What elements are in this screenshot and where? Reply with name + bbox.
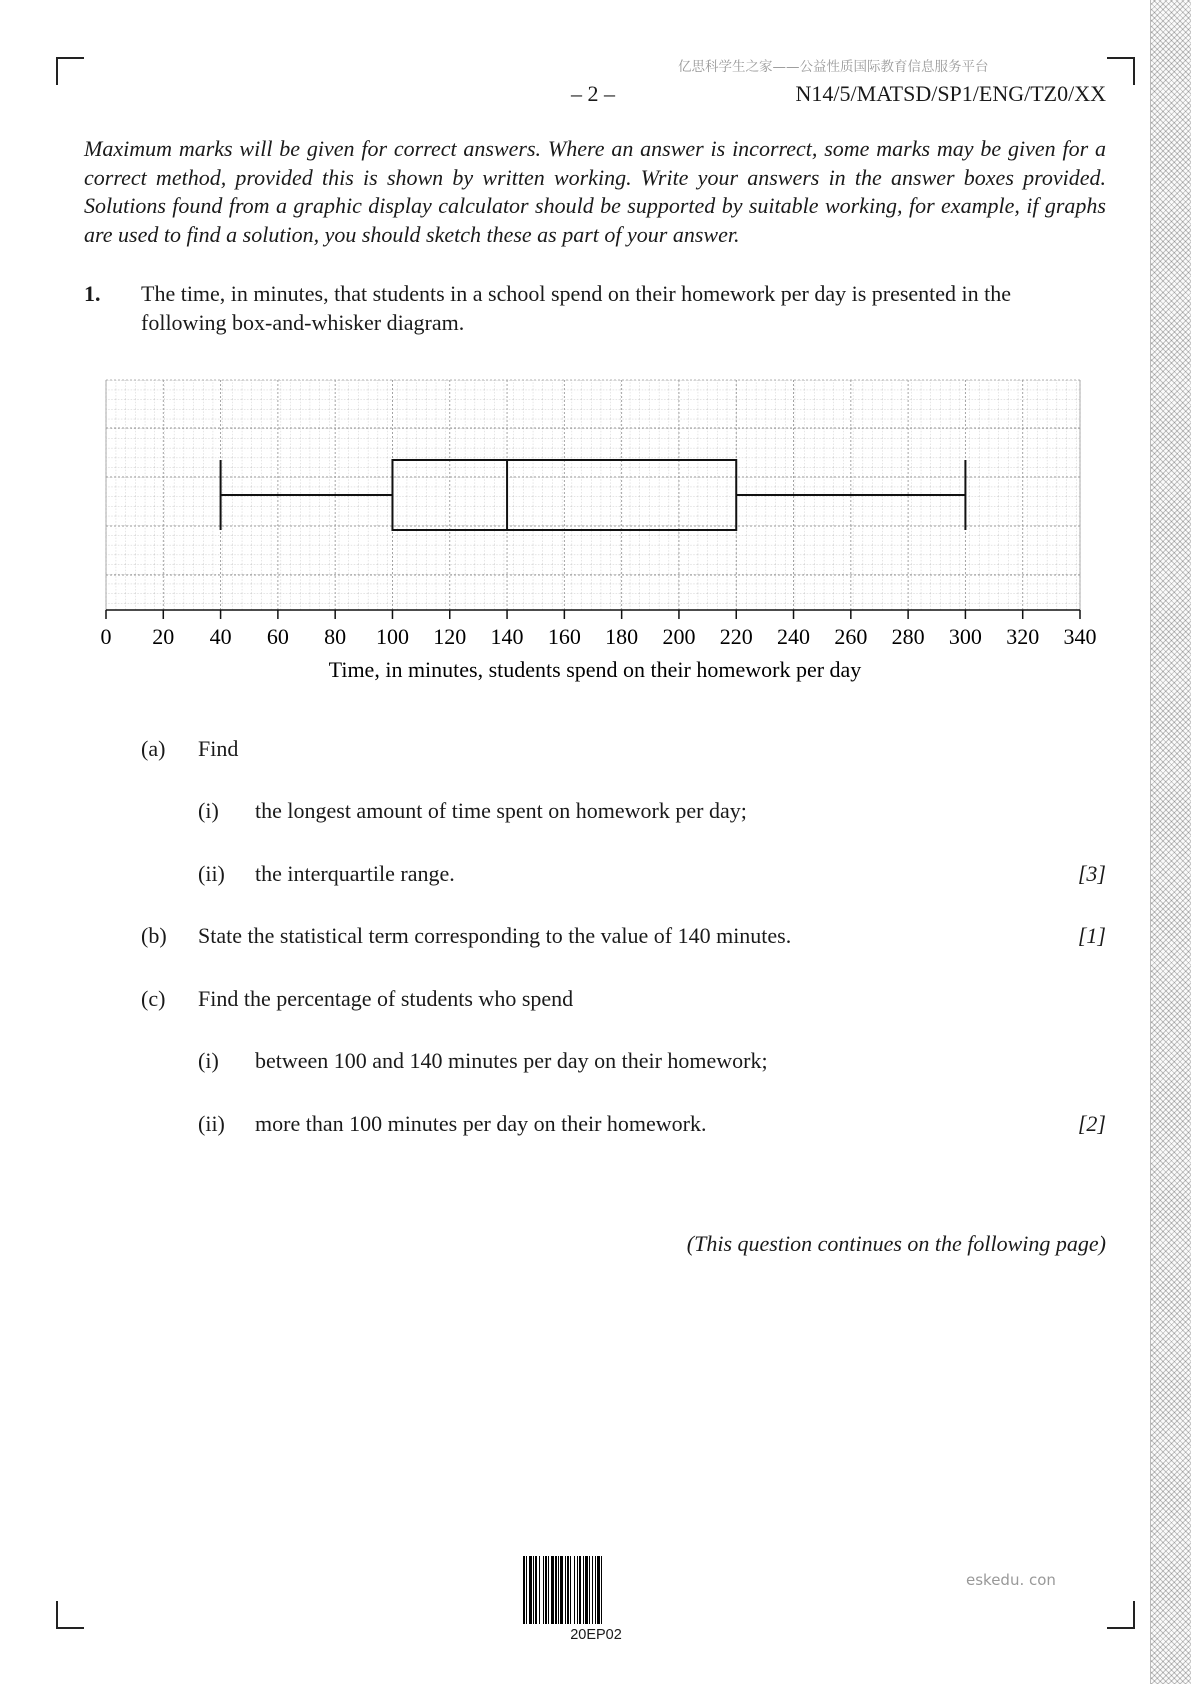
x-tick-label: 260 [834, 624, 868, 649]
part-c-marks: [2] [1077, 1111, 1106, 1136]
x-tick-label: 320 [1006, 624, 1040, 649]
x-tick-label: 40 [209, 624, 232, 649]
barcode-bar [567, 1556, 569, 1624]
continues-note: (This question continues on the following page) [686, 1231, 1106, 1256]
x-axis-label: Time, in minutes, students spend on their homework per day [328, 657, 862, 682]
x-tick-label: 220 [719, 624, 753, 649]
barcode-bar [560, 1556, 563, 1624]
barcode-bar [529, 1556, 532, 1624]
part-c-text: Find the percentage of students who spend [198, 986, 574, 1011]
x-tick-label: 240 [777, 624, 811, 649]
part-c-i-label: (i) [198, 1048, 219, 1073]
x-tick-label: 60 [266, 624, 289, 649]
x-tick-label: 80 [324, 624, 347, 649]
x-tick-label: 140 [490, 624, 524, 649]
part-c-ii-text: more than 100 minutes per day on their homework. [255, 1111, 707, 1136]
barcode-bar [545, 1556, 547, 1624]
part-b-label: (b) [141, 923, 167, 948]
part-a-text: Find [198, 736, 239, 761]
part-c-ii-label: (ii) [198, 1111, 225, 1136]
x-tick-label: 120 [433, 624, 467, 649]
x-tick-label: 0 [100, 624, 112, 649]
part-c-label: (c) [141, 986, 166, 1011]
paper-code: N14/5/MATSD/SP1/ENG/TZ0/XX [795, 81, 1106, 106]
barcode-bar [589, 1556, 590, 1624]
part-a-label: (a) [141, 736, 166, 761]
x-tick-label: 180 [605, 624, 639, 649]
barcode-bar [543, 1556, 544, 1624]
barcode-bar [574, 1556, 575, 1624]
barcode-bar [570, 1556, 571, 1624]
barcode-bar [526, 1556, 527, 1624]
barcode-bar [533, 1556, 534, 1624]
barcode-bar [565, 1556, 566, 1624]
crop-mark-bottom-left [56, 1601, 84, 1629]
barcode-bar [592, 1556, 593, 1624]
barcode-bar [551, 1556, 554, 1624]
barcode-bar [601, 1556, 602, 1624]
barcode-bar [583, 1556, 584, 1624]
margin-pattern-strip [1150, 0, 1191, 1684]
watermark-bottom: eskedu. con [966, 1571, 1056, 1589]
barcode-bar [585, 1556, 588, 1624]
box-plot-chart [0, 0, 1150, 700]
instructions: Maximum marks will be given for correct answers. Where an answer is incorrect, some marks may be given for a correct method, provided this is shown by written working. Write your answers in the answer boxes provided. Solutions found from a graphic display calculator should be supported by suitable working, for example, if graphs are used to find a solution, you should sketch these as part of your answer. [84, 136, 1106, 247]
watermark-top: 亿思科学生之家——公益性质国际教育信息服务平台 [678, 59, 989, 75]
barcode-bar [539, 1556, 540, 1624]
x-tick-label: 280 [891, 624, 925, 649]
barcode-bar [523, 1556, 525, 1624]
page-number: – 2 – [571, 81, 615, 106]
x-tick-label: 300 [948, 624, 982, 649]
x-tick-label: 340 [1063, 624, 1097, 649]
barcode-bar [597, 1556, 600, 1624]
barcode-text: 20EP02 [570, 1627, 622, 1643]
barcode-bar [579, 1556, 581, 1624]
part-a-ii-label: (ii) [198, 861, 225, 886]
x-tick-label: 200 [662, 624, 696, 649]
part-a-marks: [3] [1077, 861, 1106, 886]
question-text: The time, in minutes, that students in a school spend on their homework per day is presented in the following box-and-whisker diagram. [141, 281, 1012, 335]
part-b-text: State the statistical term corresponding to the value of 140 minutes. [198, 923, 792, 948]
question-number: 1. [84, 281, 101, 306]
part-a-ii-text: the interquartile range. [255, 861, 455, 886]
part-a-i-text: the longest amount of time spent on homework per day; [255, 798, 747, 823]
part-a-i-label: (i) [198, 798, 219, 823]
barcode-bar [548, 1556, 549, 1624]
crop-mark-bottom-right [1107, 1601, 1135, 1629]
barcode-bar [595, 1556, 596, 1624]
x-tick-label: 20 [152, 624, 175, 649]
barcode-bar [555, 1556, 557, 1624]
part-b-marks: [1] [1077, 923, 1106, 948]
barcode-bar [558, 1556, 559, 1624]
barcode-bar [535, 1556, 537, 1624]
barcode [523, 1556, 669, 1624]
x-tick-label: 160 [547, 624, 581, 649]
part-c-i-text: between 100 and 140 minutes per day on their homework; [255, 1048, 768, 1073]
x-tick-label: 100 [375, 624, 409, 649]
barcode-bar [577, 1556, 578, 1624]
